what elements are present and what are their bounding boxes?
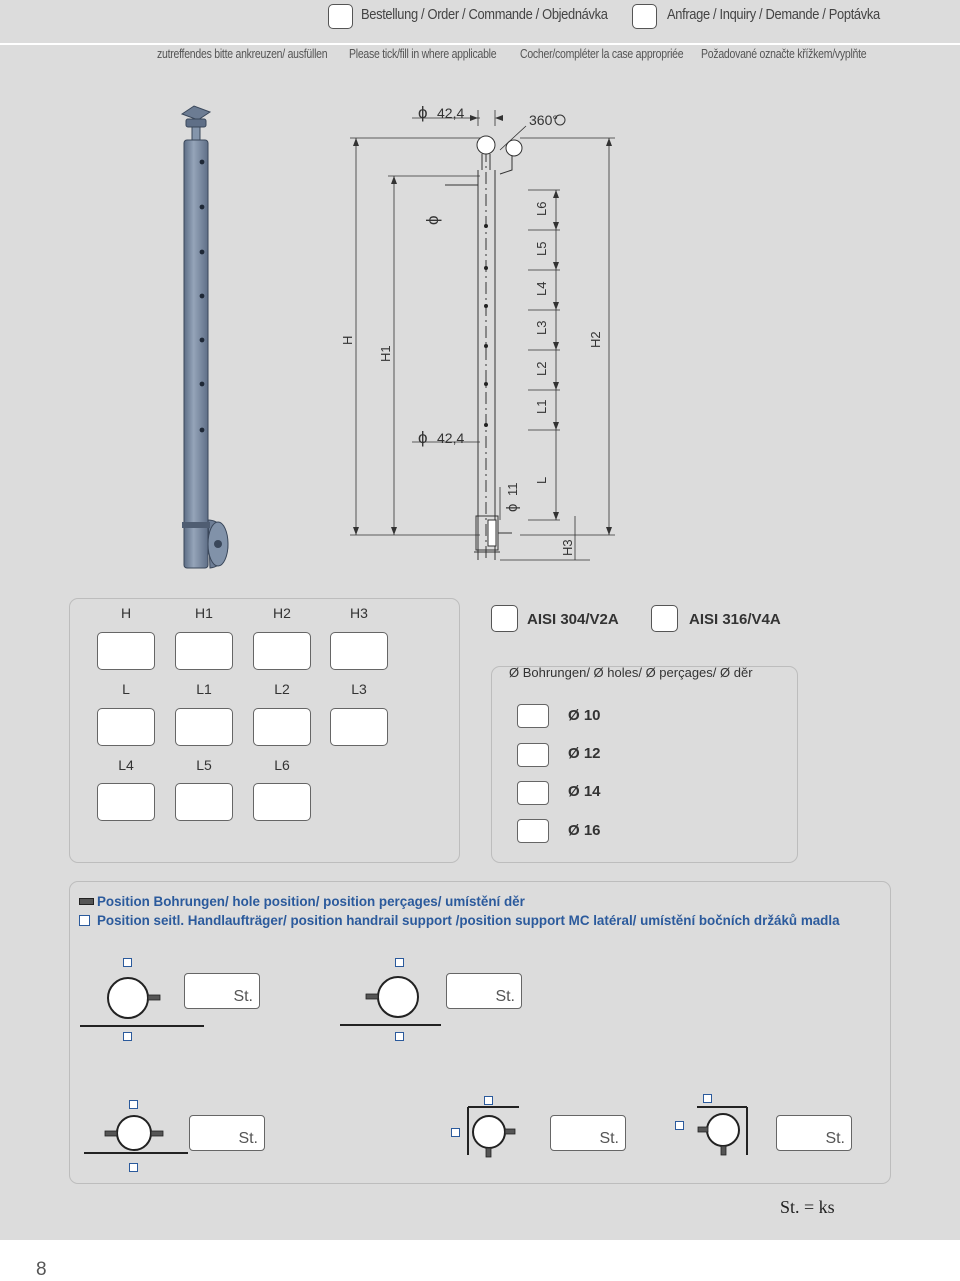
hole-marker-icon — [79, 898, 94, 905]
technical-drawing — [0, 0, 960, 600]
dim-label-L4: L4 — [118, 757, 134, 773]
hole-10-checkbox[interactable] — [517, 704, 549, 728]
dim-L4: L4 — [534, 281, 549, 296]
dim-phi-bottom-symbol: ϕ — [418, 428, 428, 447]
hole-14-checkbox[interactable] — [517, 781, 549, 805]
dim-L1: L1 — [534, 399, 549, 414]
legend-hole-position: Position Bohrungen/ hole position/ position perçages/ umístění děr — [97, 894, 525, 909]
diagram5-top-marker[interactable] — [703, 1094, 712, 1103]
diagram4-top-marker[interactable] — [484, 1096, 493, 1105]
diagram3-quantity-box[interactable] — [189, 1115, 265, 1151]
st-label: St. — [233, 988, 253, 1005]
dim-label-L: L — [122, 681, 130, 697]
dim-H1: H1 — [378, 345, 393, 362]
st-label: St. — [495, 988, 515, 1005]
dim-label-L5: L5 — [196, 757, 212, 773]
dim-label-L6: L6 — [274, 757, 290, 773]
hole-12-label: Ø 12 — [568, 745, 601, 762]
field-L1[interactable] — [175, 708, 233, 746]
instruction-cz: Požadované označte křížkem/vyplňte — [701, 47, 867, 61]
dim-phi-side: ϕ — [423, 215, 442, 225]
hole-16-label: Ø 16 — [568, 822, 601, 839]
dim-H: H — [340, 335, 355, 345]
hole-16-checkbox[interactable] — [517, 819, 549, 843]
dim-diameter-top: 42,4 — [437, 105, 465, 121]
dim-label-L3: L3 — [351, 681, 367, 697]
dim-phi-hole-symbol: ϕ — [504, 503, 521, 512]
hole-10-label: Ø 10 — [568, 707, 601, 724]
inquiry-label: Anfrage / Inquiry / Demande / Poptávka — [667, 6, 880, 23]
diagram2-top-marker[interactable] — [395, 958, 404, 967]
material-304-checkbox[interactable] — [491, 605, 518, 632]
diagram5-quantity-box[interactable] — [776, 1115, 852, 1151]
field-H3[interactable] — [330, 632, 388, 670]
field-H[interactable] — [97, 632, 155, 670]
diagram1-bottom-marker[interactable] — [123, 1032, 132, 1041]
dim-label-H2: H2 — [273, 605, 291, 621]
instruction-de: zutreffendes bitte ankreuzen/ ausfüllen — [157, 47, 328, 61]
material-316-label: AISI 316/V4A — [689, 611, 781, 628]
position-diagram-5 — [685, 1100, 765, 1170]
instruction-en: Please tick/fill in where applicable — [349, 47, 497, 61]
field-L5[interactable] — [175, 783, 233, 821]
material-316-checkbox[interactable] — [651, 605, 678, 632]
diagram1-quantity-box[interactable] — [184, 973, 260, 1009]
field-H1[interactable] — [175, 632, 233, 670]
holes-title: Ø Bohrungen/ Ø holes/ Ø perçages/ Ø děr — [509, 665, 753, 680]
field-L3[interactable] — [330, 708, 388, 746]
st-label: St. — [599, 1130, 619, 1147]
hole-12-checkbox[interactable] — [517, 743, 549, 767]
dim-label-H: H — [120, 605, 132, 621]
dim-L5: L5 — [534, 241, 549, 256]
diagram4-left-marker[interactable] — [451, 1128, 460, 1137]
dim-L: L — [534, 476, 549, 484]
support-marker-icon — [79, 915, 90, 926]
dim-L3: L3 — [534, 320, 549, 335]
diagram5-left-marker[interactable] — [675, 1121, 684, 1130]
hole-14-label: Ø 14 — [568, 783, 601, 800]
post-3d-illustration — [182, 106, 228, 568]
dim-L6: L6 — [534, 201, 549, 216]
dim-label-L1: L1 — [196, 681, 212, 697]
diagram3-top-marker[interactable] — [129, 1100, 138, 1109]
diagram4-quantity-box[interactable] — [550, 1115, 626, 1151]
st-note: St. = ks — [780, 1197, 835, 1217]
dim-diameter-bottom: 42,4 — [437, 430, 465, 446]
dim-label-H3: H3 — [350, 605, 368, 621]
field-H2[interactable] — [253, 632, 311, 670]
dim-rotation: 360° — [529, 112, 558, 128]
dim-H2: H2 — [588, 331, 603, 348]
diagram3-bottom-marker[interactable] — [129, 1163, 138, 1172]
field-L[interactable] — [97, 708, 155, 746]
dim-diameter-hole: 11 — [505, 482, 520, 496]
instruction-fr: Cocher/compléter la case appropriée — [520, 47, 684, 61]
diagram2-quantity-box[interactable] — [446, 973, 522, 1009]
position-diagram-4 — [455, 1100, 535, 1170]
st-label: St. — [825, 1130, 845, 1147]
order-label: Bestellung / Order / Commande / Objednávka — [361, 6, 608, 23]
position-diagram-3 — [84, 1100, 204, 1180]
st-label: St. — [238, 1130, 258, 1147]
dim-phi-top-symbol: ϕ — [418, 103, 428, 122]
dim-L2: L2 — [534, 361, 549, 376]
field-L6[interactable] — [253, 783, 311, 821]
dim-label-H1: H1 — [195, 605, 213, 621]
page-number: 8 — [36, 1259, 47, 1280]
diagram1-top-marker[interactable] — [123, 958, 132, 967]
dim-H3: H3 — [560, 539, 575, 556]
dim-label-L2: L2 — [274, 681, 290, 697]
diagram2-bottom-marker[interactable] — [395, 1032, 404, 1041]
field-L4[interactable] — [97, 783, 155, 821]
field-L2[interactable] — [253, 708, 311, 746]
legend-support-position: Position seitl. Handlaufträger/ position handrail support /position support MC latéral/ umístění bočních držáků madla — [97, 913, 840, 928]
material-304-label: AISI 304/V2A — [527, 611, 619, 628]
